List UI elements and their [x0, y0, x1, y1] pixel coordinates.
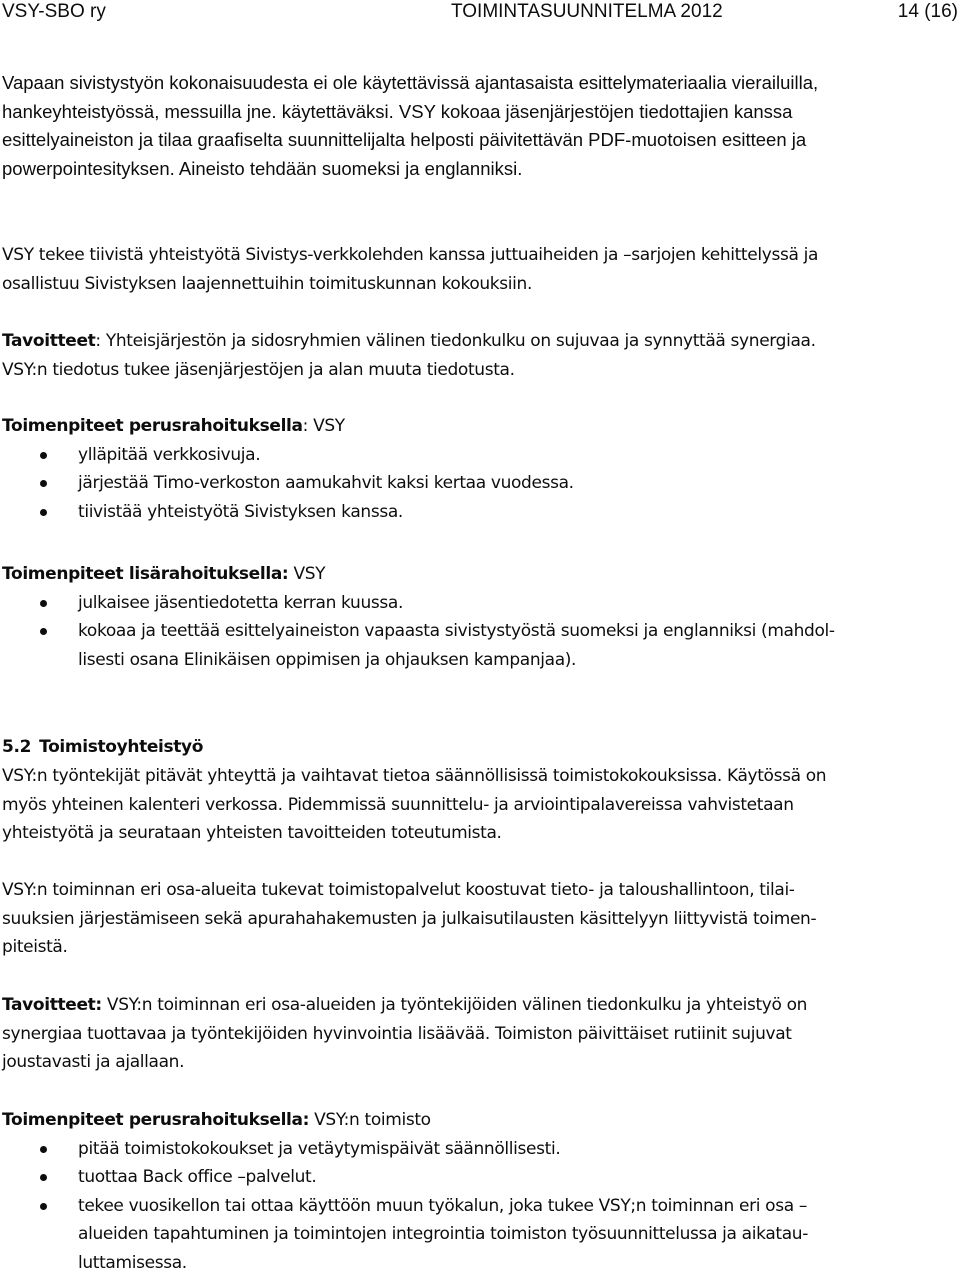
- actions-extra-list: [2, 589, 957, 675]
- paragraph-intro: [2, 69, 957, 183]
- paragraph-line: Vapaan sivistystyön kokonaisuudesta ei ole käytettävissä ajantasaista esittelymateriaalia vierailuilla,: [2, 69, 957, 98]
- actions-basic-suffix: VSY:n toimisto: [309, 1110, 431, 1130]
- actions-basic-suffix: : VSY: [303, 416, 345, 436]
- section-number: 5.2: [2, 737, 31, 757]
- paragraph-line: VSY:n työntekijät pitävät yhteyttä ja vaihtavat tietoa säännöllisissä toimistokokouksissa. Käytössä on: [2, 762, 957, 791]
- goals-text-line: joustavasti ja ajallaan.: [2, 1048, 957, 1077]
- paragraph-line: hankeyhteistyössä, messuilla jne. käytettäväksi. VSY kokoaa jäsenjärjestöjen tiedottajien kanssa: [2, 98, 957, 127]
- paragraph-line: osallistuu Sivistyksen laajennettuihin toimituskunnan kokouksiin.: [2, 270, 957, 299]
- header-doc-title: TOIMINTASUUNNITELMA 2012: [451, 0, 723, 26]
- bullet-icon: [40, 509, 47, 516]
- actions-extra-section: [2, 560, 957, 674]
- goals-section-1: [2, 327, 957, 384]
- list-item-continuation: lisesti osana Elinikäisen oppimisen ja ohjauksen kampanjaa).: [2, 646, 957, 675]
- goals-text-line: synergiaa tuottavaa ja työntekijöiden hyvinvointia lisäävää. Toimiston päivittäiset rutiinit sujuvat: [2, 1020, 957, 1049]
- list-item: julkaisee jäsentiedotetta kerran kuussa.: [2, 589, 957, 618]
- header-page-number: 14 (16): [898, 0, 958, 26]
- goals-text: : Yhteisjärjestön ja sidosryhmien välinen tiedonkulku on sujuvaa ja synnyttää synergiaa.: [95, 331, 815, 351]
- actions-basic-label: Toimenpiteet perusrahoituksella: [2, 416, 303, 436]
- list-item: tekee vuosikellon tai ottaa käyttöön muun työkalun, joka tukee VSY;n toiminnan eri osa –: [2, 1192, 957, 1221]
- actions-basic-label: Toimenpiteet perusrahoituksella:: [2, 1110, 309, 1130]
- bullet-icon: [40, 452, 47, 459]
- actions-extra-suffix: VSY: [288, 564, 325, 584]
- section-heading-5-2: [2, 733, 957, 762]
- paragraph-line: powerpointesityksen. Aineisto tehdään suomeksi ja englanniksi.: [2, 155, 957, 184]
- actions-basic-section-2: [2, 1106, 957, 1277]
- paragraph-line: piteistä.: [2, 933, 957, 962]
- bullet-icon: [40, 628, 47, 635]
- paragraph-line: suuksien järjestämiseen sekä apurahahakemusten ja julkaisutilausten käsittelyyn liittyvistä toimen-: [2, 905, 957, 934]
- list-item: pitää toimistokokoukset ja vetäytymispäivät säännöllisesti.: [2, 1135, 957, 1164]
- paragraph-office-2: [2, 876, 957, 962]
- bullet-icon: [40, 1203, 47, 1210]
- list-item: tiivistää yhteistyötä Sivistyksen kanssa.: [2, 498, 957, 527]
- actions-basic-section-1: [2, 412, 957, 526]
- header-org: VSY-SBO ry: [2, 0, 106, 26]
- list-item-continuation: alueiden tapahtuminen ja toimintojen integrointia toimiston työsuunnittelussa ja aikatau-: [2, 1220, 957, 1249]
- goals-section-2: [2, 991, 957, 1077]
- list-item: ylläpitää verkkosivuja.: [2, 441, 957, 470]
- paragraph-line: yhteistyötä ja seurataan yhteisten tavoitteiden toteutumista.: [2, 819, 957, 848]
- actions-basic-list: [2, 441, 957, 527]
- page-header: [0, 0, 960, 26]
- list-item: kokoaa ja teettää esittelyaineiston vapaasta sivistystyöstä suomeksi ja englanniksi (mahdol-: [2, 617, 957, 646]
- bullet-icon: [40, 480, 47, 487]
- list-item: tuottaa Back office –palvelut.: [2, 1163, 957, 1192]
- list-item: järjestää Timo-verkoston aamukahvit kaksi kertaa vuodessa.: [2, 469, 957, 498]
- paragraph-line: VSY:n toiminnan eri osa-alueita tukevat toimistopalvelut koostuvat tieto- ja taloushallintoon, tilai-: [2, 876, 957, 905]
- actions-extra-label: Toimenpiteet lisärahoituksella:: [2, 564, 288, 584]
- paragraph-line: myös yhteinen kalenteri verkossa. Pidemmissä suunnittelu- ja arviointipalavereissa vahvistetaan: [2, 791, 957, 820]
- list-item-continuation: luttamisessa.: [2, 1249, 957, 1277]
- paragraph-sivistys: [2, 241, 957, 298]
- goals-text-line: VSY:n tiedotus tukee jäsenjärjestöjen ja alan muuta tiedotusta.: [2, 356, 957, 385]
- actions-basic-list-2: [2, 1135, 957, 1277]
- paragraph-line: VSY tekee tiivistä yhteistyötä Sivistys-verkkolehden kanssa juttuaiheiden ja –sarjojen kehittelyssä ja: [2, 241, 957, 270]
- goals-text: VSY:n toiminnan eri osa-alueiden ja työntekijöiden välinen tiedonkulku ja yhteistyö on: [102, 995, 807, 1015]
- section-title: Toimistoyhteistyö: [39, 737, 203, 757]
- bullet-icon: [40, 1174, 47, 1181]
- goals-label: Tavoitteet:: [2, 995, 102, 1015]
- goals-label: Tavoitteet: [2, 331, 95, 351]
- paragraph-line: esittelyaineiston ja tilaa graafiselta suunnittelijalta helposti päivitettävän PDF-muotoisen esitteen ja: [2, 126, 957, 155]
- bullet-icon: [40, 600, 47, 607]
- bullet-icon: [40, 1146, 47, 1153]
- paragraph-office-1: [2, 762, 957, 848]
